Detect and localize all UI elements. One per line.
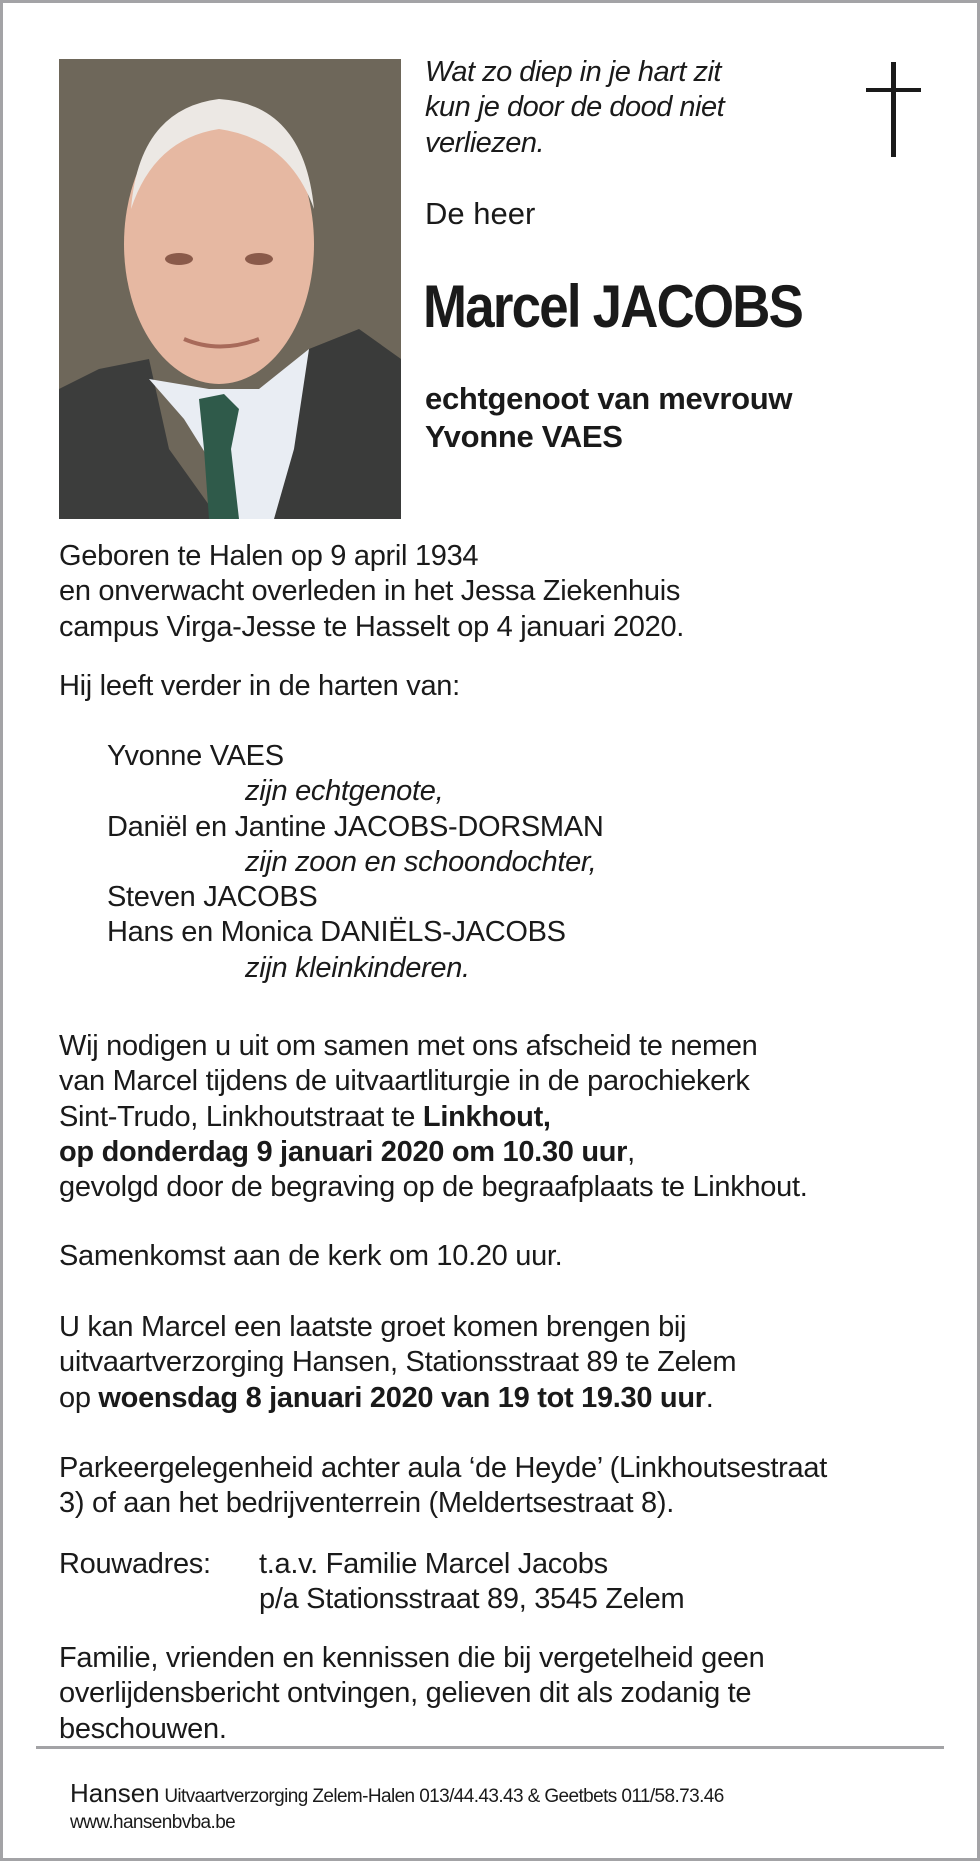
text-line: Wij nodigen u uit om samen met ons afscheid te nemen [59, 1030, 758, 1062]
text-line: uitvaartverzorging Hansen, Stationsstraat 89 te Zelem [59, 1346, 737, 1379]
family-relation: zijn zoon en schoondochter, [245, 845, 597, 878]
text-line: Parkeergelegenheid achter aula ‘de Heyde’ (Linkhoutsestraat [59, 1452, 827, 1484]
footer-divider [36, 1746, 944, 1749]
text-line [59, 1381, 736, 1416]
survivors-intro: Hij leeft verder in de harten van: [59, 670, 460, 702]
deceased-name: Marcel JACOBS [423, 273, 803, 340]
text-line: Geboren te Halen op 9 april 1934 [59, 540, 479, 572]
text-line: campus Virga-Jesse te Hasselt op 4 januari 2020. [59, 610, 685, 643]
text-segment: op [59, 1381, 99, 1414]
quote-line: verliezen. [425, 126, 545, 159]
text-line: en onverwacht overleden in het Jessa Ziekenhuis [59, 575, 681, 608]
text-segment: Sint-Trudo, Linkhoutstraat te [59, 1100, 423, 1133]
parking-info [59, 1451, 827, 1522]
closing-note [59, 1641, 764, 1747]
spouse-line: Yvonne VAES [425, 419, 623, 454]
family-relation: zijn echtgenote, [245, 775, 444, 808]
address-line: t.a.v. Familie Marcel Jacobs [259, 1548, 608, 1580]
text-line: gevolgd door de begraving op de begraafplaats te Linkhout. [59, 1171, 808, 1204]
visitation-datetime: woensdag 8 januari 2020 van 19 tot 19.30 uur [98, 1381, 706, 1414]
mourning-address-label: Rouwadres: [59, 1548, 211, 1580]
funeral-home-contact: Uitvaartverzorging Zelem-Halen 013/44.43.43 & Geetbets 011/58.73.46 [164, 1786, 724, 1807]
quote-line: Wat zo diep in je hart zit [425, 56, 721, 88]
visitation-info [59, 1310, 736, 1416]
spouse-line: echtgenoot van mevrouw [425, 381, 793, 416]
family-relation: zijn kleinkinderen. [245, 951, 470, 984]
birth-death-info [59, 539, 684, 645]
text-line: 3) of aan het bedrijventerrein (Meldertsestraat 8). [59, 1487, 674, 1520]
cross-horizontal [866, 88, 921, 92]
funeral-invitation [59, 1029, 807, 1205]
family-names: Steven JACOBS [107, 881, 318, 914]
funeral-home-logo: Hansen [70, 1778, 160, 1808]
mourning-address [259, 1547, 684, 1618]
salutation: De heer [425, 196, 536, 231]
cross-vertical [891, 62, 896, 157]
text-segment: , [627, 1135, 635, 1168]
text-line: U kan Marcel een laatste groet komen brengen bij [59, 1311, 687, 1343]
quote-line: kun je door de dood niet [425, 91, 725, 124]
text-line: beschouwen. [59, 1712, 227, 1745]
text-line [59, 1135, 807, 1170]
text-line [59, 1100, 807, 1135]
funeral-home-info [70, 1778, 724, 1809]
family-names: Hans en Monica DANIËLS-JACOBS [107, 916, 566, 949]
text-line: van Marcel tijdens de uitvaartliturgie in de parochiekerk [59, 1065, 750, 1098]
text-segment: . [705, 1381, 714, 1414]
text-line: overlijdensbericht ontvingen, gelieven dit als zodanig te [59, 1677, 752, 1710]
address-line: p/a Stationsstraat 89, 3545 Zelem [259, 1583, 685, 1616]
family-names: Yvonne VAES [107, 740, 284, 772]
family-list [107, 739, 603, 986]
family-names: Daniël en Jantine JACOBS-DORSMAN [107, 810, 604, 843]
funeral-home-website[interactable]: www.hansenbvba.be [70, 1812, 236, 1833]
quote [425, 55, 724, 161]
gathering-info: Samenkomst aan de kerk om 10.20 uur. [59, 1240, 563, 1272]
text-line: Familie, vrienden en kennissen die bij vergetelheid geen [59, 1642, 765, 1674]
funeral-datetime: op donderdag 9 januari 2020 om 10.30 uur [59, 1135, 628, 1168]
portrait-photo [59, 59, 401, 519]
spouse-info [425, 380, 792, 456]
funeral-place: Linkhout, [422, 1100, 551, 1133]
